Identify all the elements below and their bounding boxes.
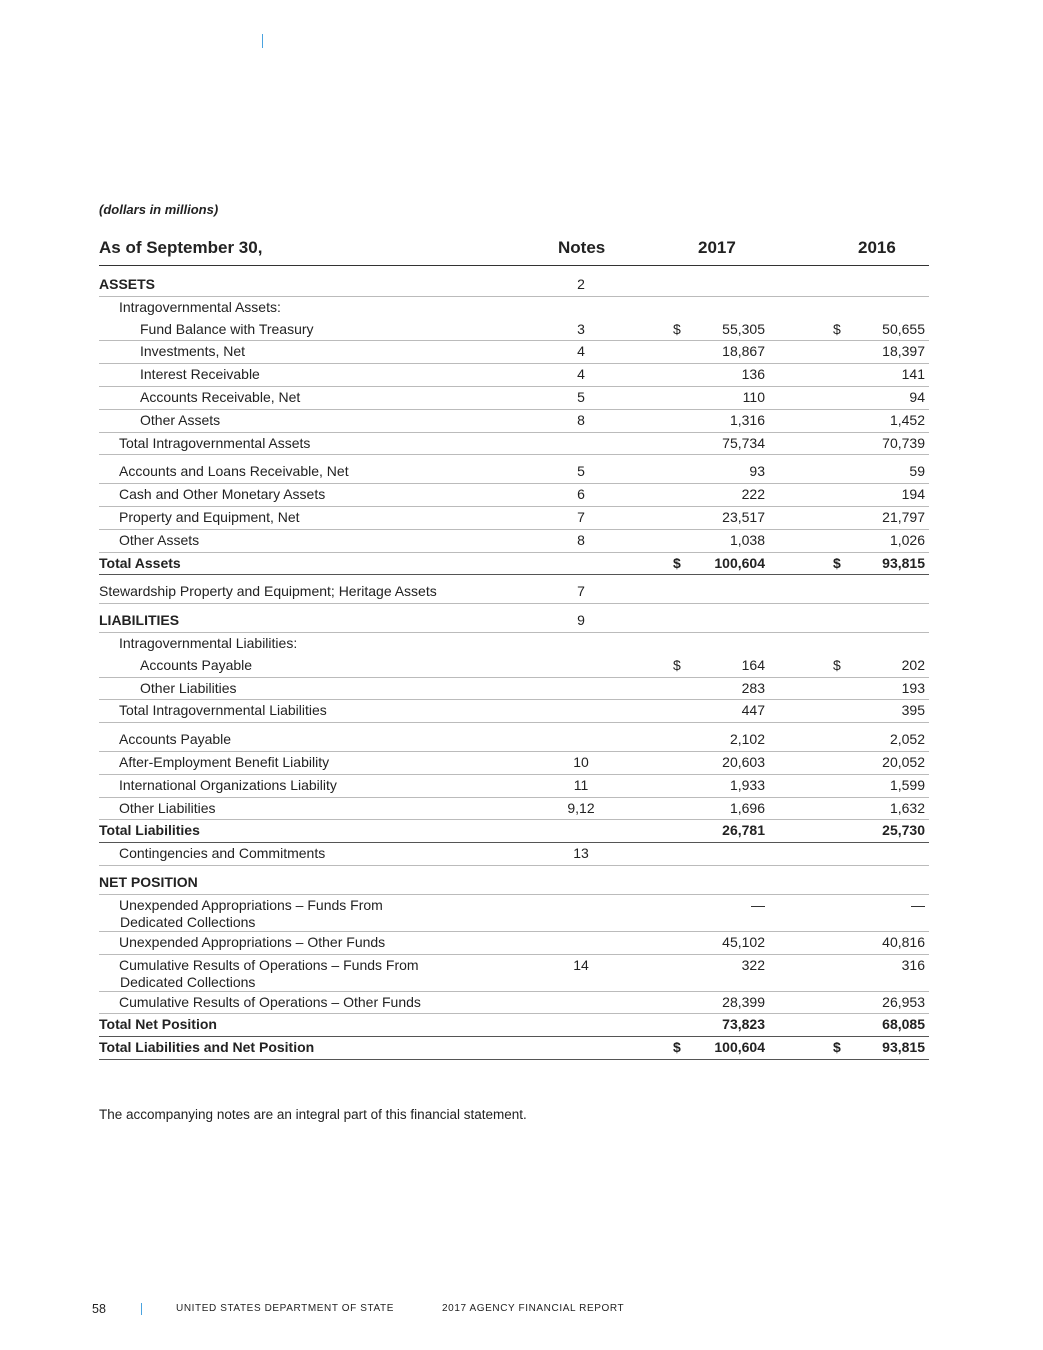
table-row bbox=[99, 798, 929, 821]
amount-2017: 20,603 bbox=[722, 753, 765, 770]
header-gap bbox=[99, 266, 929, 274]
header-accent-bar bbox=[262, 34, 263, 48]
row-note-ref: 5 bbox=[577, 388, 585, 405]
amount-2017: 100,604 bbox=[714, 554, 765, 571]
row-label: Other Liabilities bbox=[119, 799, 216, 816]
row-label: Accounts Receivable, Net bbox=[140, 388, 301, 405]
amount-2017: 45,102 bbox=[722, 933, 765, 950]
row-label: Accounts and Loans Receivable, Net bbox=[119, 463, 349, 480]
row-note-ref: 13 bbox=[573, 845, 589, 862]
table-row bbox=[99, 872, 929, 895]
amount-2016: 59 bbox=[909, 463, 925, 480]
amount-2017: 26,781 bbox=[722, 822, 765, 839]
row-note-ref: 5 bbox=[577, 463, 585, 480]
amount-2016: 2,052 bbox=[889, 731, 925, 748]
table-row bbox=[99, 484, 929, 507]
row-label: Cumulative Results of Operations – Other Funds bbox=[119, 993, 421, 1010]
row-note-ref: 9,12 bbox=[567, 799, 595, 816]
table-header bbox=[99, 235, 929, 266]
amount-2017: 283 bbox=[741, 679, 765, 696]
table-row bbox=[99, 581, 929, 604]
amount-2017: 18,867 bbox=[722, 343, 765, 360]
amount-2017: 322 bbox=[741, 956, 765, 973]
header-date-label: As of September 30, bbox=[99, 238, 263, 257]
amount-2016: 68,085 bbox=[882, 1016, 925, 1033]
table-row bbox=[99, 820, 929, 843]
row-label-continuation: Dedicated Collections bbox=[120, 973, 256, 990]
balance-sheet-table bbox=[99, 235, 929, 1060]
row-note-ref: 2 bbox=[577, 276, 585, 292]
amount-2017: 55,305 bbox=[722, 320, 765, 337]
table-row bbox=[99, 752, 929, 775]
currency-symbol: $ bbox=[833, 320, 841, 337]
amount-2017: 222 bbox=[741, 486, 765, 503]
table-row bbox=[99, 341, 929, 364]
amount-2016: 25,730 bbox=[882, 822, 925, 839]
table-row bbox=[99, 433, 929, 456]
row-label: Contingencies and Commitments bbox=[119, 845, 326, 862]
row-label-continuation: Dedicated Collections bbox=[120, 913, 256, 930]
amount-2017: 164 bbox=[741, 656, 765, 673]
amount-2017: 2,102 bbox=[729, 731, 765, 748]
amount-2017: 28,399 bbox=[722, 993, 765, 1010]
amount-2017: 1,933 bbox=[729, 776, 765, 793]
row-note-ref: 8 bbox=[577, 411, 585, 428]
row-label: Total Net Position bbox=[99, 1016, 217, 1033]
amount-2016: 50,655 bbox=[882, 320, 925, 337]
amount-2016: 1,026 bbox=[889, 531, 925, 548]
row-label: Total Intragovernmental Liabilities bbox=[119, 702, 327, 719]
row-label: Accounts Payable bbox=[119, 731, 232, 748]
amount-2016: 70,739 bbox=[882, 434, 925, 451]
row-label: Other Assets bbox=[119, 531, 200, 548]
row-label: Intragovernmental Liabilities: bbox=[119, 634, 298, 651]
amount-2016: 26,953 bbox=[882, 993, 925, 1010]
amount-2017: 1,038 bbox=[729, 531, 765, 548]
row-label: After-Employment Benefit Liability bbox=[119, 753, 330, 770]
amount-2016: 202 bbox=[901, 656, 925, 673]
table-row bbox=[99, 507, 929, 530]
row-note-ref: 8 bbox=[577, 531, 585, 548]
row-label: Total Liabilities and Net Position bbox=[99, 1039, 315, 1056]
row-label: Total Intragovernmental Assets bbox=[119, 434, 311, 451]
amount-2016: 1,599 bbox=[889, 776, 925, 793]
table-row bbox=[99, 319, 929, 342]
amount-2017: 93 bbox=[749, 463, 765, 480]
amount-2017: 1,696 bbox=[729, 799, 765, 816]
amount-2017: 23,517 bbox=[722, 508, 765, 525]
row-label: Property and Equipment, Net bbox=[119, 508, 300, 525]
table-row bbox=[99, 843, 929, 866]
row-note-ref: 7 bbox=[577, 583, 585, 600]
amount-2016: 40,816 bbox=[882, 933, 925, 950]
row-note-ref: 9 bbox=[577, 612, 585, 629]
row-label: Unexpended Appropriations – Other Funds bbox=[119, 933, 386, 950]
amount-2016: 395 bbox=[901, 702, 925, 719]
currency-symbol: $ bbox=[673, 320, 681, 337]
page-number: 58 bbox=[92, 1302, 106, 1316]
amount-2016: 316 bbox=[901, 956, 925, 973]
amount-2016: 93,815 bbox=[882, 554, 925, 571]
amount-2016: 21,797 bbox=[882, 508, 925, 525]
table-row bbox=[99, 364, 929, 387]
amount-2016: 1,452 bbox=[889, 411, 925, 428]
row-note-ref: 4 bbox=[577, 366, 585, 383]
header-year-current: 2017 bbox=[698, 238, 736, 257]
row-label: LIABILITIES bbox=[99, 612, 180, 629]
header-notes: Notes bbox=[558, 238, 606, 257]
table-row bbox=[99, 992, 929, 1015]
footer-divider bbox=[141, 1303, 142, 1315]
amount-2016: — bbox=[911, 896, 925, 913]
currency-symbol: $ bbox=[833, 554, 841, 571]
row-label: International Organizations Liability bbox=[119, 776, 337, 793]
amount-2016: 194 bbox=[901, 486, 925, 503]
amount-2017: — bbox=[751, 896, 765, 913]
table-row bbox=[99, 297, 929, 319]
currency-symbol: $ bbox=[673, 1039, 681, 1056]
amount-2017: 110 bbox=[742, 388, 765, 405]
amount-2017: 100,604 bbox=[714, 1039, 765, 1056]
table-row bbox=[99, 274, 929, 297]
amount-2017: 447 bbox=[741, 702, 765, 719]
table-row bbox=[99, 678, 929, 701]
table-row bbox=[99, 387, 929, 410]
table-row bbox=[99, 530, 929, 553]
amount-2016: 18,397 bbox=[882, 343, 925, 360]
table-body bbox=[99, 274, 929, 1060]
amount-2016: 94 bbox=[909, 388, 925, 405]
table-row bbox=[99, 410, 929, 433]
row-label: NET POSITION bbox=[99, 873, 198, 890]
row-label: Other Liabilities bbox=[140, 679, 237, 696]
table-row bbox=[99, 895, 929, 932]
table-row bbox=[99, 775, 929, 798]
row-note-ref: 4 bbox=[577, 343, 585, 360]
table-row bbox=[99, 700, 929, 723]
row-label: Stewardship Property and Equipment; Heritage Assets bbox=[99, 583, 437, 600]
currency-symbol: $ bbox=[673, 554, 681, 571]
row-label: Cash and Other Monetary Assets bbox=[119, 486, 326, 503]
table-row bbox=[99, 955, 929, 992]
table-row bbox=[99, 610, 929, 633]
header-year-prior: 2016 bbox=[858, 238, 896, 257]
row-label: Accounts Payable bbox=[140, 656, 253, 673]
currency-symbol: $ bbox=[833, 1039, 841, 1056]
row-note-ref: 3 bbox=[577, 320, 585, 337]
amount-2016: 141 bbox=[901, 366, 925, 383]
footer-report-title: 2017 AGENCY FINANCIAL REPORT bbox=[442, 1303, 625, 1314]
row-label: Other Assets bbox=[140, 411, 221, 428]
row-label: Total Assets bbox=[99, 554, 181, 571]
amount-2017: 75,734 bbox=[722, 434, 765, 451]
table-row bbox=[99, 633, 929, 655]
row-note-ref: 7 bbox=[577, 508, 585, 525]
row-note-ref: 11 bbox=[573, 776, 589, 793]
table-row bbox=[99, 655, 929, 678]
amount-2016: 1,632 bbox=[889, 799, 925, 816]
footer-department: UNITED STATES DEPARTMENT OF STATE bbox=[176, 1303, 394, 1314]
table-row bbox=[99, 932, 929, 955]
row-label: Investments, Net bbox=[140, 343, 246, 360]
table-row bbox=[99, 729, 929, 752]
amount-2016: 20,052 bbox=[882, 753, 925, 770]
table-row bbox=[99, 553, 929, 576]
currency-symbol: $ bbox=[673, 656, 681, 673]
amount-2017: 136 bbox=[741, 366, 765, 383]
currency-symbol: $ bbox=[833, 656, 841, 673]
table-row bbox=[99, 461, 929, 484]
amount-2017: 73,823 bbox=[722, 1016, 765, 1033]
row-label: Unexpended Appropriations – Funds From bbox=[119, 896, 383, 913]
row-label: Intragovernmental Assets: bbox=[119, 298, 281, 315]
row-note-ref: 10 bbox=[573, 753, 589, 770]
table-row bbox=[99, 1037, 929, 1060]
row-label: Total Liabilities bbox=[99, 822, 200, 839]
row-label: ASSETS bbox=[99, 276, 156, 292]
units-note: (dollars in millions) bbox=[99, 202, 219, 217]
footnote: The accompanying notes are an integral part of this financial statement. bbox=[99, 1107, 527, 1122]
amount-2016: 93,815 bbox=[882, 1039, 925, 1056]
row-label: Cumulative Results of Operations – Funds From bbox=[119, 956, 419, 973]
row-note-ref: 6 bbox=[577, 486, 585, 503]
amount-2016: 193 bbox=[901, 679, 925, 696]
table-row bbox=[99, 1014, 929, 1037]
row-label: Interest Receivable bbox=[140, 366, 260, 383]
row-note-ref: 14 bbox=[573, 956, 589, 973]
amount-2017: 1,316 bbox=[729, 411, 765, 428]
row-label: Fund Balance with Treasury bbox=[140, 320, 314, 337]
